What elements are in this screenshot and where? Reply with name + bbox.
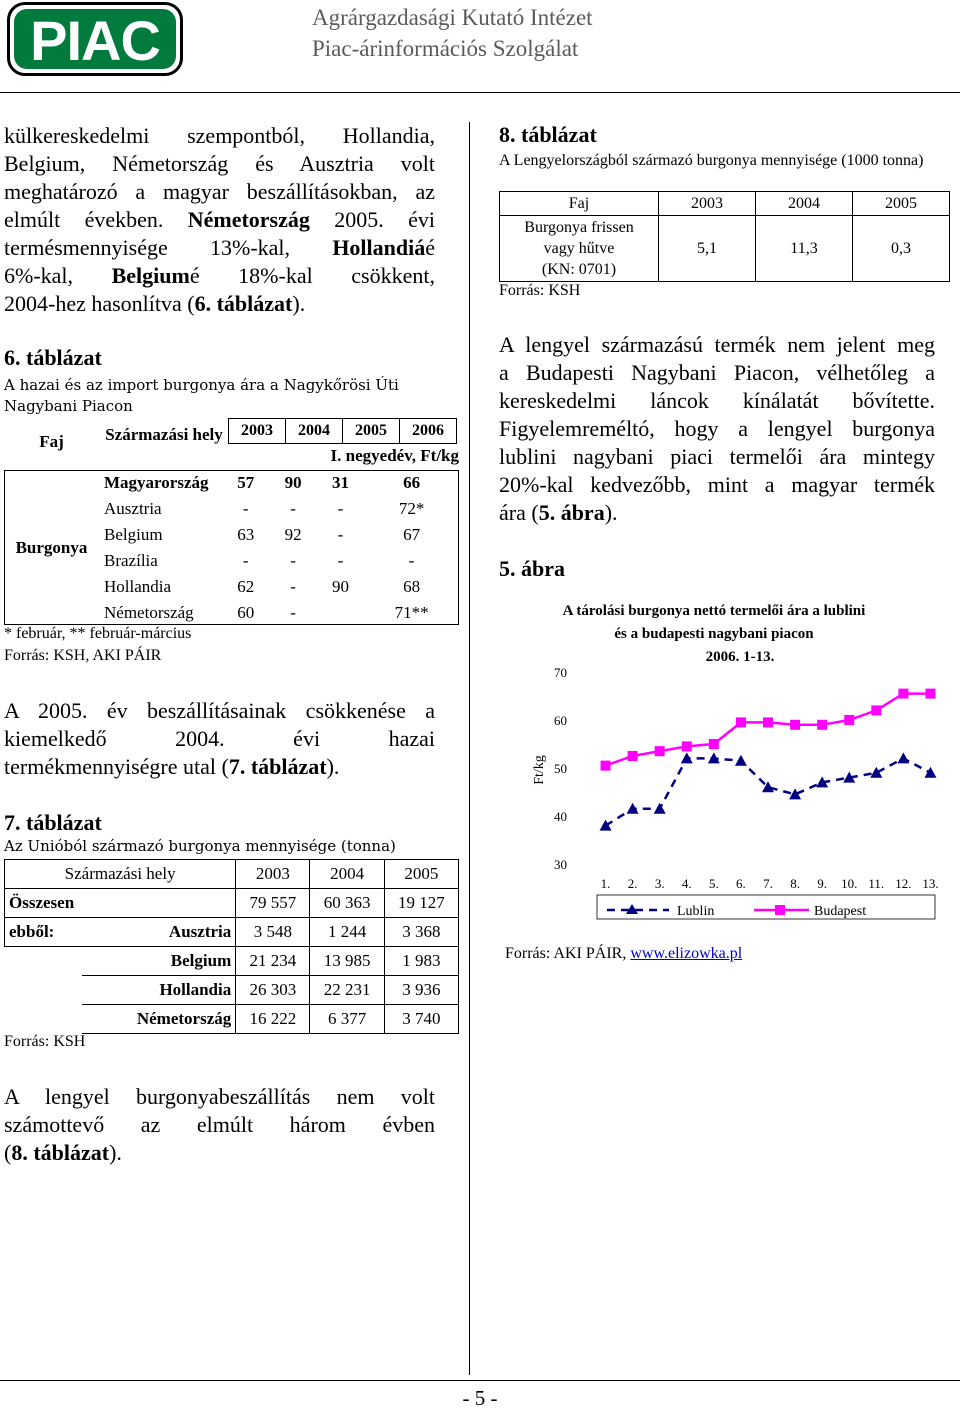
logo-text: PIAC <box>14 9 176 69</box>
table7-cell: 26 303 <box>236 976 310 1005</box>
data-point-lublin <box>627 803 639 814</box>
table7-cell: 1 244 <box>310 918 384 947</box>
table-row <box>500 216 950 282</box>
table7-subtitle: Az Unióból származó burgonya mennyisége (tonna) <box>4 837 396 855</box>
table6-head-faj: Faj <box>39 432 64 451</box>
x-tick-label: 8. <box>790 876 800 891</box>
table7-cell: 3 936 <box>384 976 458 1005</box>
x-tick-label: 11. <box>868 876 885 891</box>
table6-cell: - <box>242 551 249 570</box>
table6-cell: 63 <box>237 525 255 544</box>
table7-source: Forrás: KSH <box>4 1033 86 1050</box>
table6-product: Burgonya <box>15 538 88 557</box>
chart-title-line: A tárolási burgonya nettó termelői ára a lublini <box>562 603 866 619</box>
table-row <box>500 192 950 216</box>
chart-title-line: 2006. 1-13. <box>705 649 775 665</box>
x-tick-label: 4. <box>681 876 692 891</box>
table7-cell: 13 985 <box>310 947 384 976</box>
table6-origin: Magyarország <box>104 473 209 492</box>
y-axis-label: Ft/kg <box>532 755 547 785</box>
data-point-budapest <box>898 689 908 699</box>
table6-origin: Brazília <box>104 551 158 570</box>
table6-cell <box>317 600 364 626</box>
data-point-budapest <box>628 751 638 761</box>
data-point-lublin <box>654 803 666 814</box>
table-row <box>104 470 459 496</box>
table6-subtitle: A hazai és az import burgonya ára a Nagykőrösi Úti Nagybani Piacon <box>4 376 399 415</box>
table7-cell: 22 231 <box>310 976 384 1005</box>
table6-cell: - <box>408 551 415 570</box>
y-tick-label: 40 <box>554 809 567 824</box>
table7-label: ebből: <box>5 918 82 947</box>
data-point-budapest <box>601 761 611 771</box>
data-point-lublin <box>924 767 936 778</box>
table-row <box>104 574 459 600</box>
table6-caption: 6. táblázat <box>4 345 102 370</box>
table8-caption: 8. táblázat <box>499 122 597 147</box>
table7-cell: 1 983 <box>384 947 458 976</box>
table8-head: 2003 <box>659 192 756 216</box>
legend-budapest-marker <box>775 905 785 915</box>
x-tick-label: 9. <box>817 876 828 891</box>
table7 <box>4 859 459 1034</box>
table8-label-line: Burgonya frissen <box>524 219 634 236</box>
x-tick-label: 5. <box>708 876 719 891</box>
table6-cell: 67 <box>403 525 421 544</box>
table6-cell: 92 <box>284 525 302 544</box>
table7-cell: 3 548 <box>236 918 310 947</box>
table6-cell: 57 <box>237 473 255 492</box>
page-number: - 5 - <box>462 1386 498 1410</box>
figure-source-prefix: Forrás: AKI PÁIR, <box>505 945 631 962</box>
table8-row-label <box>500 216 659 282</box>
data-point-budapest <box>817 720 827 730</box>
table7-head: 2003 <box>236 860 310 889</box>
table7-origin: Németország <box>82 1005 236 1034</box>
source-link[interactable]: www.elizowka.pl <box>630 945 743 962</box>
table-row <box>5 918 459 947</box>
poland-price-paragraph: A lengyel származású termék nem jelent meg a Budapesti Nagybani Piacon, vélhetőleg a kereskedelmi láncok kínálatát bővítette. Figyelemreméltó, hogy a lengyel burgonya lublini nagybani piaci termelői ára mintegy 20%-kal kedvezőbb, mint a magyar termék ára (5. ábra). <box>499 332 935 525</box>
table7-cell: 6 377 <box>310 1005 384 1034</box>
table6-year: 2003 <box>229 419 286 444</box>
x-tick-label: 13. <box>922 876 939 891</box>
table8-head: 2004 <box>756 192 853 216</box>
table6-years <box>228 418 457 444</box>
table6-cell: - <box>337 551 344 570</box>
y-tick-label: 50 <box>554 761 567 776</box>
table7-cell: 79 557 <box>236 889 310 918</box>
table8-cell: 0,3 <box>853 216 950 282</box>
supply-paragraph: A 2005. év beszállításainak csökkenése a kiemelkedő 2004. évi hazai termékmennyiségre utal (7. táblázat). <box>4 698 435 779</box>
x-tick-label: 3. <box>654 876 665 891</box>
table6-cell: - <box>337 499 344 518</box>
table6-cell: - <box>337 525 344 544</box>
table-row <box>5 947 459 976</box>
intro-paragraph: külkereskedelmi szempontból, Hollandia, Belgium, Németország és Ausztria volt meghatározó a magyar beszállításokban, az elmúlt években. Németország 2005. évi termésmennyisége 13%-kal, Hollandiáé 6%-kal, Belgiumé 18%-kal csökkent, 2004-hez hasonlítva (6. táblázat). <box>4 123 435 316</box>
table6-cell: - <box>290 551 296 570</box>
table-row <box>104 522 459 548</box>
data-point-budapest <box>682 741 692 751</box>
table-row <box>104 496 459 522</box>
table8-head: 2005 <box>853 192 950 216</box>
legend-budapest-label: Budapest <box>814 904 867 919</box>
price-chart <box>499 588 954 933</box>
table6-origin: Hollandia <box>104 577 172 596</box>
table8-subtitle: A Lengyelországból származó burgonya mennyisége (1000 tonna) <box>499 152 924 169</box>
table7-origin: Hollandia <box>82 976 236 1005</box>
table6-cell: 60 <box>237 603 255 622</box>
table-row <box>104 600 459 626</box>
data-point-budapest <box>925 689 935 699</box>
table6-cell: 68 <box>403 577 421 596</box>
table8-cell: 5,1 <box>659 216 756 282</box>
table6-note: * február, ** február-március <box>4 625 192 642</box>
y-tick-label: 70 <box>554 665 567 680</box>
y-tick-label: 60 <box>554 713 567 728</box>
table6-head-origin: Származási hely <box>105 425 223 444</box>
table7-cell: 16 222 <box>236 1005 310 1034</box>
table6-cell: 62 <box>237 577 255 596</box>
chart-title-line: és a budapesti nagybani piacon <box>614 626 814 642</box>
table7-origin: Belgium <box>82 947 236 976</box>
table7-cell: 3 368 <box>384 918 458 947</box>
table8-source: Forrás: KSH <box>499 282 581 299</box>
table6-cell: - <box>290 603 296 622</box>
data-point-lublin <box>600 820 612 831</box>
table6-origin: Belgium <box>104 525 163 544</box>
data-point-budapest <box>736 717 746 727</box>
x-tick-label: 2. <box>627 876 638 891</box>
table6-cell: 66 <box>403 473 421 492</box>
table7-label: Összesen <box>5 889 236 918</box>
data-point-budapest <box>871 705 881 715</box>
table7-head: 2004 <box>310 860 384 889</box>
table8-cell: 11,3 <box>756 216 853 282</box>
data-point-lublin <box>897 752 909 763</box>
table6-cell: 71** <box>394 603 429 622</box>
table6-cell: 90 <box>331 577 349 596</box>
footer-rule <box>0 1380 960 1381</box>
data-point-budapest <box>763 717 773 727</box>
figure-source <box>505 945 742 963</box>
table7-cell: 21 234 <box>236 947 310 976</box>
table-row <box>5 1005 459 1034</box>
data-point-lublin <box>870 767 882 778</box>
poland-paragraph: A lengyel burgonyabeszállítás nem volt számottevő az elmúlt három évben (8. táblázat). <box>4 1084 435 1165</box>
table6-origin: Ausztria <box>104 499 162 518</box>
table6-border <box>458 470 459 625</box>
data-point-budapest <box>655 746 665 756</box>
table7-origin: Ausztria <box>82 918 236 947</box>
figure-caption: 5. ábra <box>499 556 565 581</box>
table6-cell: - <box>290 499 296 518</box>
table6-cell: - <box>242 499 249 518</box>
chart-legend-box <box>597 895 935 919</box>
x-tick-label: 6. <box>736 876 746 891</box>
table7-caption: 7. táblázat <box>4 810 102 835</box>
header-rule <box>0 92 960 93</box>
table8 <box>499 191 950 282</box>
data-point-budapest <box>844 715 854 725</box>
x-tick-label: 12. <box>895 876 912 891</box>
table7-cell: 19 127 <box>384 889 458 918</box>
x-tick-label: 10. <box>841 876 858 891</box>
table6-source: Forrás: KSH, AKI PÁIR <box>4 647 162 664</box>
table8-label-line: vagy hűtve <box>543 240 615 257</box>
piac-logo <box>7 2 183 76</box>
table-row <box>5 860 459 889</box>
table6-year: 2005 <box>343 419 400 444</box>
table7-head: Származási hely <box>5 860 236 889</box>
table6-year: 2006 <box>400 419 457 444</box>
table6-cell: 72* <box>398 499 425 518</box>
table-row <box>104 548 459 574</box>
table7-cell: 3 740 <box>384 1005 458 1034</box>
legend-lublin-label: Lublin <box>677 904 715 919</box>
table8-head: Faj <box>500 192 659 216</box>
table6-year: 2004 <box>286 419 343 444</box>
table6-cell: 31 <box>331 473 349 492</box>
table6-body <box>104 470 459 626</box>
table6-cell: 90 <box>284 473 302 492</box>
data-point-lublin <box>735 755 747 766</box>
table7-head: 2005 <box>384 860 458 889</box>
data-point-lublin <box>681 752 693 763</box>
table8-label-line: (KN: 0701) <box>541 261 617 278</box>
table-row <box>5 976 459 1005</box>
data-point-budapest <box>709 739 719 749</box>
data-point-budapest <box>790 720 800 730</box>
table7-cell: 60 363 <box>310 889 384 918</box>
series-line-budapest <box>606 694 931 766</box>
table6-unit: I. negyedév, Ft/kg <box>330 446 459 465</box>
table6-origin: Németország <box>104 603 194 622</box>
table-row <box>5 889 459 918</box>
x-tick-label: 7. <box>763 876 773 891</box>
service-name: Piac-árinformációs Szolgálat <box>312 36 579 61</box>
table6-cell: - <box>290 577 296 596</box>
table6 <box>4 418 459 624</box>
y-tick-label: 30 <box>554 857 567 872</box>
table6-border <box>4 470 5 625</box>
x-tick-label: 1. <box>600 876 611 891</box>
institute-name: Agrárgazdasági Kutató Intézet <box>312 5 593 30</box>
column-divider <box>469 122 470 1375</box>
